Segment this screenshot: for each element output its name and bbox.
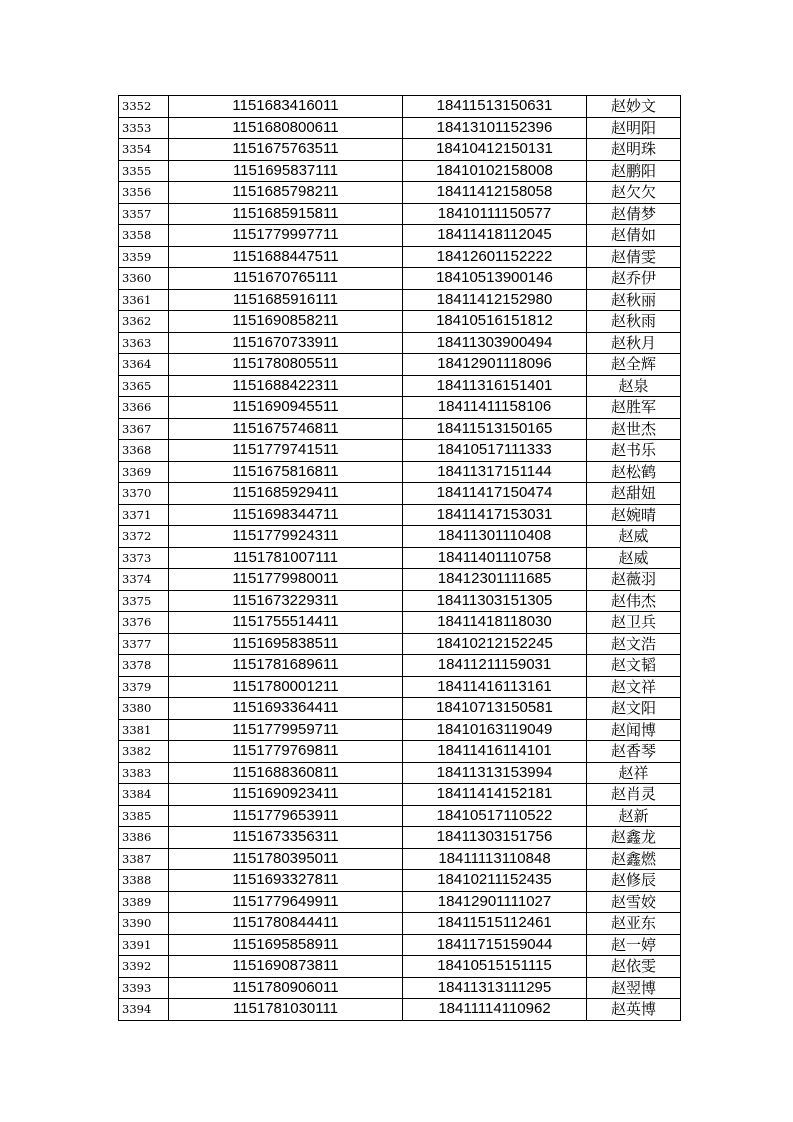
name-cell: 赵明阳: [587, 117, 681, 139]
code-number-cell: 18411114110962: [403, 999, 587, 1021]
code-number-cell: 18410412150131: [403, 139, 587, 161]
row-number-cell: 3389: [119, 891, 169, 913]
row-number-cell: 3377: [119, 633, 169, 655]
table-row: [119, 504, 681, 526]
id-number-cell: 1151695838511: [169, 633, 403, 655]
table-row: [119, 676, 681, 698]
id-number-cell: 1151695858911: [169, 934, 403, 956]
name-cell: 赵肖灵: [587, 784, 681, 806]
row-number-cell: 3360: [119, 268, 169, 290]
table-row: [119, 762, 681, 784]
id-number-cell: 1151683416011: [169, 96, 403, 118]
table-row: [119, 268, 681, 290]
name-cell: 赵妙文: [587, 96, 681, 118]
code-number-cell: 18410713150581: [403, 698, 587, 720]
id-number-cell: 1151675763511: [169, 139, 403, 161]
name-cell: 赵明珠: [587, 139, 681, 161]
id-number-cell: 1151675746811: [169, 418, 403, 440]
row-number-cell: 3364: [119, 354, 169, 376]
id-number-cell: 1151685929411: [169, 483, 403, 505]
row-number-cell: 3379: [119, 676, 169, 698]
name-cell: 赵一婷: [587, 934, 681, 956]
code-number-cell: 18410212152245: [403, 633, 587, 655]
name-cell: 赵祥: [587, 762, 681, 784]
code-number-cell: 18411301110408: [403, 526, 587, 548]
id-number-cell: 1151675816811: [169, 461, 403, 483]
name-cell: 赵婉晴: [587, 504, 681, 526]
table-row: [119, 848, 681, 870]
id-number-cell: 1151693327811: [169, 870, 403, 892]
id-number-cell: 1151780001211: [169, 676, 403, 698]
code-number-cell: 18411113110848: [403, 848, 587, 870]
row-number-cell: 3394: [119, 999, 169, 1021]
name-cell: 赵胜军: [587, 397, 681, 419]
name-cell: 赵秋丽: [587, 289, 681, 311]
name-cell: 赵书乐: [587, 440, 681, 462]
id-number-cell: 1151670733911: [169, 332, 403, 354]
table-row: [119, 870, 681, 892]
code-number-cell: 18410111150577: [403, 203, 587, 225]
table-row: [119, 96, 681, 118]
row-number-cell: 3388: [119, 870, 169, 892]
code-number-cell: 18411412158058: [403, 182, 587, 204]
row-number-cell: 3354: [119, 139, 169, 161]
row-number-cell: 3355: [119, 160, 169, 182]
row-number-cell: 3371: [119, 504, 169, 526]
row-number-cell: 3359: [119, 246, 169, 268]
table-row: [119, 440, 681, 462]
row-number-cell: 3378: [119, 655, 169, 677]
table-row: [119, 547, 681, 569]
code-number-cell: 18412901118096: [403, 354, 587, 376]
name-cell: 赵欠欠: [587, 182, 681, 204]
row-number-cell: 3375: [119, 590, 169, 612]
row-number-cell: 3370: [119, 483, 169, 505]
id-number-cell: 1151698344711: [169, 504, 403, 526]
name-cell: 赵秋月: [587, 332, 681, 354]
table-row: [119, 569, 681, 591]
name-cell: 赵香琴: [587, 741, 681, 763]
table-row: [119, 827, 681, 849]
id-number-cell: 1151690873811: [169, 956, 403, 978]
id-number-cell: 1151781689611: [169, 655, 403, 677]
id-number-cell: 1151779769811: [169, 741, 403, 763]
name-cell: 赵乔伊: [587, 268, 681, 290]
code-number-cell: 18411715159044: [403, 934, 587, 956]
name-cell: 赵泉: [587, 375, 681, 397]
row-number-cell: 3376: [119, 612, 169, 634]
name-cell: 赵全辉: [587, 354, 681, 376]
row-number-cell: 3392: [119, 956, 169, 978]
name-cell: 赵鑫燃: [587, 848, 681, 870]
code-number-cell: 18412901111027: [403, 891, 587, 913]
table-row: [119, 225, 681, 247]
id-number-cell: 1151780906011: [169, 977, 403, 999]
row-number-cell: 3387: [119, 848, 169, 870]
table-row: [119, 633, 681, 655]
table-row: [119, 160, 681, 182]
row-number-cell: 3352: [119, 96, 169, 118]
code-number-cell: 18410211152435: [403, 870, 587, 892]
code-number-cell: 18411515112461: [403, 913, 587, 935]
row-number-cell: 3372: [119, 526, 169, 548]
id-number-cell: 1151688360811: [169, 762, 403, 784]
name-cell: 赵卫兵: [587, 612, 681, 634]
id-number-cell: 1151779653911: [169, 805, 403, 827]
code-number-cell: 18411411158106: [403, 397, 587, 419]
code-number-cell: 18411513150631: [403, 96, 587, 118]
id-number-cell: 1151779649911: [169, 891, 403, 913]
table-row: [119, 934, 681, 956]
table-row: [119, 977, 681, 999]
code-number-cell: 18411316151401: [403, 375, 587, 397]
code-number-cell: 18411401110758: [403, 547, 587, 569]
row-number-cell: 3353: [119, 117, 169, 139]
table-row: [119, 698, 681, 720]
row-number-cell: 3365: [119, 375, 169, 397]
code-number-cell: 18410513900146: [403, 268, 587, 290]
id-number-cell: 1151780395011: [169, 848, 403, 870]
row-number-cell: 3373: [119, 547, 169, 569]
name-cell: 赵文韬: [587, 655, 681, 677]
id-number-cell: 1151693364411: [169, 698, 403, 720]
row-number-cell: 3382: [119, 741, 169, 763]
id-number-cell: 1151780805511: [169, 354, 403, 376]
row-number-cell: 3384: [119, 784, 169, 806]
name-cell: 赵亚东: [587, 913, 681, 935]
name-cell: 赵新: [587, 805, 681, 827]
id-number-cell: 1151695837111: [169, 160, 403, 182]
table-row: [119, 246, 681, 268]
records-table: [118, 95, 681, 1021]
row-number-cell: 3381: [119, 719, 169, 741]
id-number-cell: 1151690945511: [169, 397, 403, 419]
row-number-cell: 3356: [119, 182, 169, 204]
id-number-cell: 1151673229311: [169, 590, 403, 612]
name-cell: 赵翌博: [587, 977, 681, 999]
name-cell: 赵文浩: [587, 633, 681, 655]
code-number-cell: 18410515151115: [403, 956, 587, 978]
table-row: [119, 332, 681, 354]
table-row: [119, 956, 681, 978]
table-row: [119, 805, 681, 827]
table-row: [119, 375, 681, 397]
id-number-cell: 1151779741511: [169, 440, 403, 462]
row-number-cell: 3393: [119, 977, 169, 999]
id-number-cell: 1151673356311: [169, 827, 403, 849]
row-number-cell: 3386: [119, 827, 169, 849]
row-number-cell: 3361: [119, 289, 169, 311]
id-number-cell: 1151779980011: [169, 569, 403, 591]
table-row: [119, 590, 681, 612]
code-number-cell: 18413101152396: [403, 117, 587, 139]
table-row: [119, 784, 681, 806]
id-number-cell: 1151781007111: [169, 547, 403, 569]
id-number-cell: 1151685798211: [169, 182, 403, 204]
code-number-cell: 18412301111685: [403, 569, 587, 591]
code-number-cell: 18410163119049: [403, 719, 587, 741]
id-number-cell: 1151688447511: [169, 246, 403, 268]
row-number-cell: 3385: [119, 805, 169, 827]
name-cell: 赵依雯: [587, 956, 681, 978]
row-number-cell: 3390: [119, 913, 169, 935]
name-cell: 赵雪姣: [587, 891, 681, 913]
row-number-cell: 3366: [119, 397, 169, 419]
code-number-cell: 18411416114101: [403, 741, 587, 763]
table-row: [119, 354, 681, 376]
code-number-cell: 18411303151756: [403, 827, 587, 849]
code-number-cell: 18411417150474: [403, 483, 587, 505]
table-row: [119, 461, 681, 483]
name-cell: 赵威: [587, 547, 681, 569]
id-number-cell: 1151690858211: [169, 311, 403, 333]
id-number-cell: 1151781030111: [169, 999, 403, 1021]
table-row: [119, 891, 681, 913]
table-row: [119, 741, 681, 763]
id-number-cell: 1151685915811: [169, 203, 403, 225]
name-cell: 赵倩如: [587, 225, 681, 247]
id-number-cell: 1151779959711: [169, 719, 403, 741]
row-number-cell: 3363: [119, 332, 169, 354]
table-row: [119, 311, 681, 333]
code-number-cell: 18411418118030: [403, 612, 587, 634]
code-number-cell: 18411313111295: [403, 977, 587, 999]
table-row: [119, 182, 681, 204]
name-cell: 赵甜妞: [587, 483, 681, 505]
row-number-cell: 3367: [119, 418, 169, 440]
code-number-cell: 18410102158008: [403, 160, 587, 182]
id-number-cell: 1151780844411: [169, 913, 403, 935]
table-row: [119, 203, 681, 225]
table-row: [119, 117, 681, 139]
code-number-cell: 18411417153031: [403, 504, 587, 526]
code-number-cell: 18411303900494: [403, 332, 587, 354]
id-number-cell: 1151779997711: [169, 225, 403, 247]
row-number-cell: 3383: [119, 762, 169, 784]
table-row: [119, 483, 681, 505]
name-cell: 赵世杰: [587, 418, 681, 440]
code-number-cell: 18411513150165: [403, 418, 587, 440]
code-number-cell: 18411317151144: [403, 461, 587, 483]
id-number-cell: 1151755514411: [169, 612, 403, 634]
table-row: [119, 612, 681, 634]
table-row: [119, 655, 681, 677]
table-row: [119, 289, 681, 311]
code-number-cell: 18411414152181: [403, 784, 587, 806]
name-cell: 赵闻博: [587, 719, 681, 741]
code-number-cell: 18411418112045: [403, 225, 587, 247]
table-row: [119, 526, 681, 548]
table-row: [119, 913, 681, 935]
row-number-cell: 3369: [119, 461, 169, 483]
table-row: [119, 719, 681, 741]
code-number-cell: 18410517111333: [403, 440, 587, 462]
name-cell: 赵倩梦: [587, 203, 681, 225]
name-cell: 赵倩雯: [587, 246, 681, 268]
name-cell: 赵松鹤: [587, 461, 681, 483]
row-number-cell: 3362: [119, 311, 169, 333]
name-cell: 赵鹏阳: [587, 160, 681, 182]
name-cell: 赵薇羽: [587, 569, 681, 591]
name-cell: 赵文祥: [587, 676, 681, 698]
code-number-cell: 18411313153994: [403, 762, 587, 784]
name-cell: 赵文阳: [587, 698, 681, 720]
name-cell: 赵修辰: [587, 870, 681, 892]
table-row: [119, 999, 681, 1021]
records-table-body: [119, 96, 681, 1021]
id-number-cell: 1151688422311: [169, 375, 403, 397]
name-cell: 赵威: [587, 526, 681, 548]
name-cell: 赵英博: [587, 999, 681, 1021]
code-number-cell: 18410516151812: [403, 311, 587, 333]
code-number-cell: 18411211159031: [403, 655, 587, 677]
code-number-cell: 18410517110522: [403, 805, 587, 827]
code-number-cell: 18412601152222: [403, 246, 587, 268]
code-number-cell: 18411416113161: [403, 676, 587, 698]
id-number-cell: 1151690923411: [169, 784, 403, 806]
table-row: [119, 397, 681, 419]
id-number-cell: 1151685916111: [169, 289, 403, 311]
name-cell: 赵鑫龙: [587, 827, 681, 849]
code-number-cell: 18411303151305: [403, 590, 587, 612]
row-number-cell: 3368: [119, 440, 169, 462]
id-number-cell: 1151779924311: [169, 526, 403, 548]
row-number-cell: 3380: [119, 698, 169, 720]
table-row: [119, 418, 681, 440]
row-number-cell: 3357: [119, 203, 169, 225]
row-number-cell: 3374: [119, 569, 169, 591]
row-number-cell: 3391: [119, 934, 169, 956]
name-cell: 赵秋雨: [587, 311, 681, 333]
name-cell: 赵伟杰: [587, 590, 681, 612]
id-number-cell: 1151670765111: [169, 268, 403, 290]
code-number-cell: 18411412152980: [403, 289, 587, 311]
row-number-cell: 3358: [119, 225, 169, 247]
table-row: [119, 139, 681, 161]
id-number-cell: 1151680800611: [169, 117, 403, 139]
